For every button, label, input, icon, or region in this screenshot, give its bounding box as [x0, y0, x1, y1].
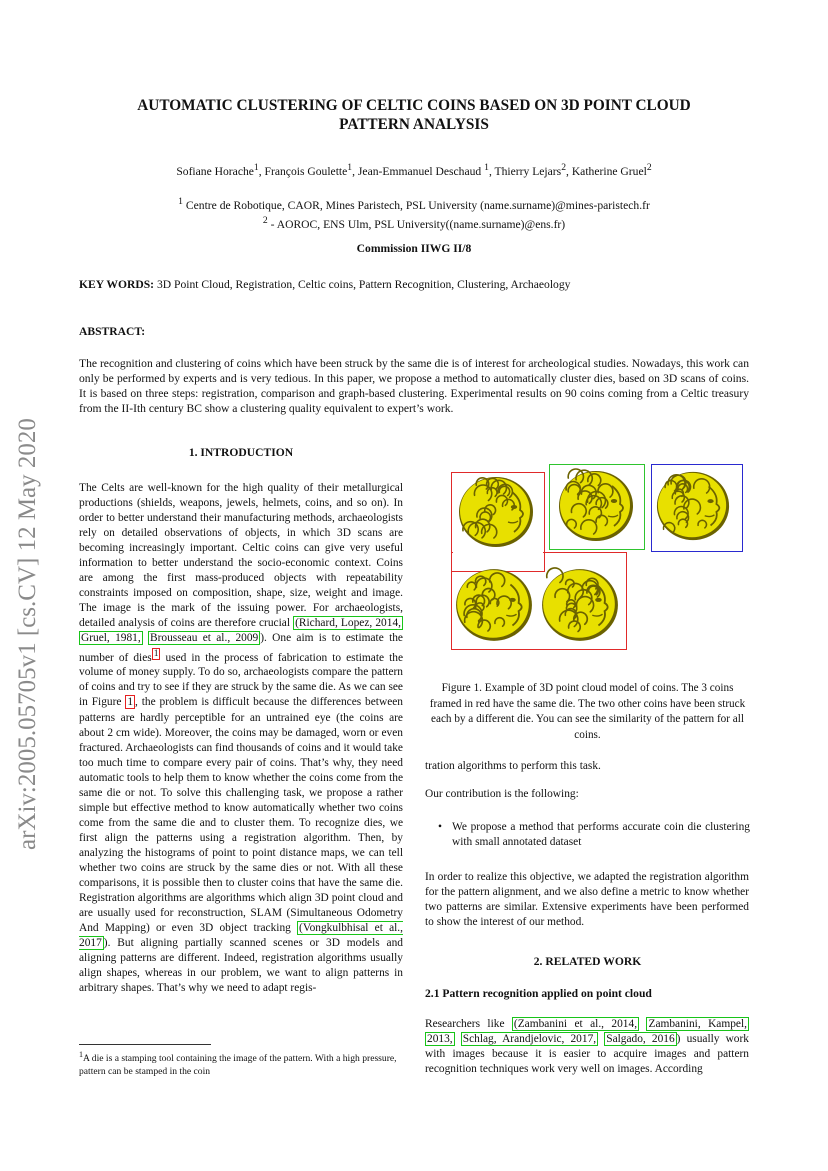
introduction-body: [79, 481, 403, 996]
author-name: Jean-Emmanuel Deschaud: [357, 164, 485, 178]
title-line-2: PATTERN ANALYSIS: [339, 116, 489, 133]
figure-link[interactable]: 1: [127, 696, 134, 709]
abstract-text: The recognition and clustering of coins which have been struck by the same die is of interest for archeological studies. Nowadays, this work can only be performed by experts and is very tedious. In this paper, we propose a method to automatically cluster dies, based on 3D scans of coins. It is based on three steps: registration, comparison and graph-based clustering. Experimental results on 90 coins coming from a Celtic treasury from the II-Ith century BC show a clustering quality equivalent to expert’s work.: [79, 357, 749, 415]
footnote-link[interactable]: 1: [153, 648, 159, 659]
paragraph: The Celts are well-known for the high quality of their metallurgical productions (shields, weapons, jewels, helmets, coins, and so on). In order to better understand their manufacturing methods, archaeologists rely on detailed observations of objects, in which 3D scans are becoming increasingly important. Celtic coins can give very useful information to better understand the socio-economic context. Coins are among the first mass-produced objects with repeatability constraints imposed on composition, shape, size, weight and image. The image is the mark of the issuing power. For archaeologists, detailed analysis of coins are therefore crucial (Richard, Lopez, 2014, Gruel, 1981, Brousseau et al., 2009 ). One aim is to estimate the number of dies $^1$ used in the process of fabrication to estimate the volume of money supply. To do so, archaeologists compare the pattern of coins and try to see if they are struck by the same die. As we can see in Figure 1 , the problem is difficult because the differences between patterns are hardly perceptible for an untrained eye (the coins are about 2 cm wide). Moreover, the coins may be damaged, worn or even fractured. Archaeologists can find thousands of coins and it would take too much time to compare every pair of coins. That’s why, they need automatic tools to help them to know whether the coins come from the same die or not. To solve this challenging task, we propose a rather simple but effective method to know automatically whether two coins come from the same die and to cluster them. To recognize dies, we first align the patterns using a registration algorithm. Then, by analyzing the histograms of point to point distance maps, we can tell whether two coins are struck by the same dies or not. With all these comparisons, it is possible then to cluster coins that have the same die. Registration algorithms are algorithms which align 3D point cloud and are usually used for reconstruction, SLAM (Simultaneous Odometry And Mapping) or even 3D object tracking (Vongkulbhisal et al., 2017 ). But aligning partially scanned scenes or 3D models and aligning patterns are different. Indeed, registration algorithms usually align shapes, whereas in our problem, we want to align patterns in arbitrary shapes. That’s why we need to adapt regis-: [79, 482, 404, 995]
citation-link[interactable]: (Zambanini et al., 2014,: [513, 1018, 638, 1030]
paragraph: Researchers like (Zambanini et al., 2014, Zambanini, Kampel, 2013, Schlag, Arandjelovic, 2017, Salgado, 2016 ) usually work with images because it is easier to acquire images and pattern recognition techniques work very well on images. According: [425, 1018, 749, 1076]
author-affil-mark: 1: [253, 162, 259, 173]
author-affil-mark: 2: [646, 162, 652, 173]
author-name: Katherine Gruel: [571, 164, 647, 178]
arxiv-stamp: arXiv:2005.05705v1 [cs.CV] 12 May 2020: [14, 418, 41, 850]
contribution-list-item: • We propose a method that performs accurate coin die clustering with small annotated dataset: [438, 821, 750, 849]
paper-title: [60, 96, 768, 134]
citation-link[interactable]: Gruel, 1981,: [81, 632, 141, 645]
affiliations: [60, 194, 768, 232]
author-affil-mark: 1: [347, 162, 353, 173]
citation-link[interactable]: Schlag, Arandjelovic, 2017,: [462, 1033, 597, 1046]
title-line-1: AUTOMATIC CLUSTERING OF CELTIC COINS BASED ON 3D POINT CLOUD: [137, 97, 691, 114]
coin-image: [654, 468, 732, 544]
citation-link[interactable]: (Richard, Lopez, 2014,: [295, 617, 401, 630]
author-affil-mark: 1: [484, 162, 489, 173]
bullet-icon: •: [438, 821, 442, 833]
subsection-heading: 2.1 Pattern recognition applied on point cloud: [425, 987, 652, 1000]
coin-image: [539, 566, 621, 644]
author-name: Sofiane Horache: [176, 164, 254, 178]
figure-coins: [425, 462, 750, 672]
section-heading-introduction: 1. INTRODUCTION: [188, 446, 294, 459]
author-list: Sofiane Horache$^1$, François Goulette$^1$, Jean-Emmanuel Deschaud $^1$, Thierry Lejars$^2$, Katherine Gruel$^2$: [176, 162, 652, 178]
paragraph: In order to realize this objective, we adapted the registration algorithm for the pattern alignment, and we also define a metric to know whether two patterns are similar. Extensive experiments have been performed to show the interest of our method.: [425, 871, 749, 929]
figure-caption: Figure 1. Example of 3D point cloud model of coins. The 3 coins framed in red have the same die. The two other coins have been struck each by a different die. You can see the similarity of the pattern for all coins.: [429, 682, 746, 741]
keywords: [79, 278, 749, 291]
footnote-rule: [79, 1044, 211, 1045]
author-affil-mark: 2: [561, 162, 567, 173]
keywords-text: 3D Point Cloud, Registration, Celtic coins, Pattern Recognition, Clustering, Archaeology: [156, 278, 571, 291]
frame-join: [453, 551, 543, 554]
author-name: Thierry Lejars: [494, 164, 562, 178]
paragraph: Our contribution is the following:: [425, 788, 579, 800]
citation-link[interactable]: (Vongkulbhisal et al., 2017: [79, 922, 403, 950]
coin-image: [456, 474, 536, 550]
affiliation-2: $^2$ - AOROC, ENS Ulm, PSL University((name.surname)@ens.fr): [262, 214, 566, 231]
citation-link[interactable]: Zambanini, Kampel,: [648, 1018, 747, 1030]
footnote: $^1$A die is a stamping tool containing the image of the pattern. With a high pressure, pattern can be stamped in the coin: [79, 1050, 397, 1077]
affiliation-1: $^1$ Centre de Robotique, CAOR, Mines Paristech, PSL University (name.surname)@mines-paristech.fr: [178, 196, 650, 212]
author-name: François Goulette: [264, 164, 348, 178]
paragraph: tration algorithms to perform this task.: [425, 760, 601, 772]
citation-link[interactable]: 2013,: [427, 1033, 453, 1046]
coin-image: [555, 468, 637, 544]
section-heading-related-work: 2. RELATED WORK: [533, 955, 642, 968]
citation-link[interactable]: Brousseau et al., 2009: [150, 632, 259, 645]
keywords-label: KEY WORDS:: [79, 278, 155, 291]
citation-link[interactable]: Salgado, 2016: [606, 1033, 675, 1046]
abstract-heading: ABSTRACT:: [79, 325, 146, 338]
commission: Commission IIWG II/8: [356, 242, 472, 255]
coin-image: [453, 564, 535, 646]
